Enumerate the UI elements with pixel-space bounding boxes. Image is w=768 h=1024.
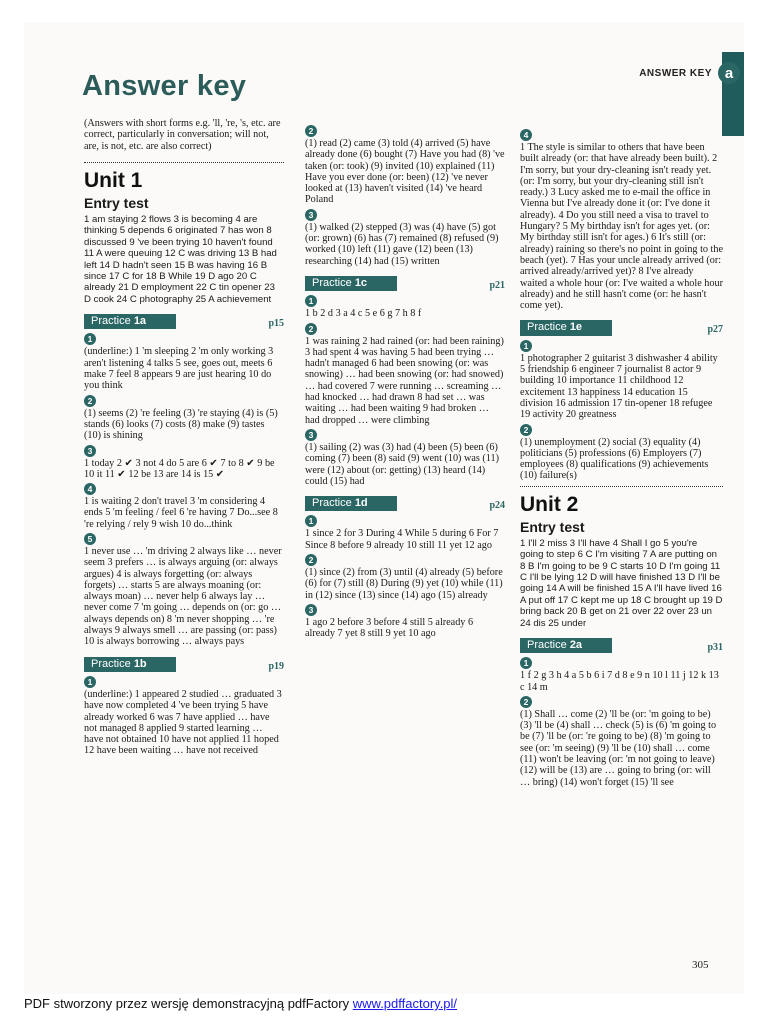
exercise-number: 1: [305, 515, 317, 527]
exercise-number: 2: [520, 424, 532, 436]
practice-1d-page-ref: p24: [489, 500, 505, 512]
practice-1e-page-ref: p27: [707, 324, 723, 336]
column-3: [520, 126, 723, 788]
exercise-answers: 1 b 2 d 3 a 4 c 5 e 6 g 7 h 8 f: [305, 308, 422, 320]
exercise-answers: 1 The style is similar to others that have been built already (or: that have already been built). 2 I'm sorry, but your dry-cleaning isn't ready yet. (or: I'm sorry, but your dry-cleaning still isn't ready.) 3 Lucy asked me to e-mail the office in Vienna but I've already done it (or: I've done it already). 4 Do you still need a visa to travel to Hungary? 5 My birthday isn't for ages yet. (or: My birthday still isn't for ages.) 6 It's still (or: already) raining so there's no point in going to the beach (yet). 7 Has your uncle already arrived (or: arrived already/arrived yet)? 8 I've already waited a whole hour (or: I've waited a whole hour already) and he still hasn't come (or: he hasn't come yet).: [520, 142, 723, 312]
unit-2-entry-test-title: Entry test: [520, 518, 585, 535]
dotted-divider: [84, 162, 284, 163]
exercise-number: 2: [84, 395, 96, 407]
exercise-answers: 1 photographer 2 guitarist 3 dishwasher 4 ability 5 friendship 6 engineer 7 journalist 8 actor 9 building 10 importance 11 childhood 12 excitement 13 happiness 14 education 15 division 16 admission 17 tin-opener 18 refugee 19 activity 20 greatness: [520, 352, 718, 421]
practice-1d-label: Practice 1d: [305, 496, 397, 511]
practice-1b-header: [84, 657, 284, 672]
practice-1a-page-ref: p15: [268, 318, 284, 330]
page-title: Answer key: [82, 70, 247, 102]
practice-1b-page-ref: p19: [268, 660, 284, 672]
exercise-answers: 1 f 2 g 3 h 4 a 5 b 6 i 7 d 8 e 9 n 10 l 11 j 12 k 13 c 14 m: [520, 670, 719, 693]
running-head: [639, 62, 740, 84]
exercise-number: 3: [305, 604, 317, 616]
exercise-number: 4: [84, 483, 96, 495]
exercise-number: 2: [305, 323, 317, 335]
exercise-answers: 1 is waiting 2 don't travel 3 'm considering 4 ends 5 'm feeling / feel 6 're having 7 Do...see 8 're relying / rely 9 wish 10 do...think: [84, 496, 278, 530]
practice-2a-label: Practice 2a: [520, 638, 612, 653]
practice-1c-label: Practice 1c: [305, 276, 397, 291]
pdf-watermark-footer: [24, 996, 457, 1011]
intro-note: (Answers with short forms e.g. 'll, 're, 's, etc. are correct, particularly in conversation; will not, are, is not, etc. are also correct): [84, 118, 281, 152]
exercise-answers: 1 never use … 'm driving 2 always like … never seem 3 prefers … is always arguing (or: always argues) 4 is always forgetting (or: always forgets) … starts 5 are always moaning (or: always moan) … never help 6 always lay … never come 7 'm going … depends on (or: go … always depends on) 8 'm never shopping … 're always 9 always smell … are passing (or: pass) 10 is always borrowing … always pays: [84, 546, 282, 648]
column-2: [305, 122, 505, 640]
unit-1-title: Unit 1: [84, 168, 143, 192]
practice-1c-page-ref: p21: [489, 279, 505, 291]
dotted-divider: [520, 486, 723, 487]
practice-1c-header: [305, 276, 505, 291]
practice-1d-header: [305, 496, 505, 511]
unit-1-entry-test-title: Entry test: [84, 194, 149, 211]
exercise-answers: (underline:) 1 appeared 2 studied … graduated 3 have now completed 4 've been trying 5 have already worked 6 was 7 have applied … have not managed 8 applied 9 started learning … have not obtained 10 have not applied 11 hoped 12 have been waiting … have not received: [84, 688, 282, 757]
running-head-text: ANSWER KEY: [639, 67, 712, 79]
exercise-answers: (1) sailing (2) was (3) had (4) been (5) been (6) coming (7) been (8) said (9) went (10) was (11) were (12) about (or: getting) (13) heard (14) could (15) had: [305, 441, 499, 487]
exercise-answers: 1 was raining 2 had rained (or: had been raining) 3 had spent 4 was having 5 had been trying … hadn't managed 6 had been snowing (or: was snowing) … had been snowing (or: had snowed) … had covered 7 were running … screaming … had knocked … had drawn 8 had set … was waiting … had been waiting 9 had broken … had dropped … were climbing: [305, 335, 504, 426]
practice-1b-label: Practice 1b: [84, 657, 176, 672]
practice-1e-header: [520, 320, 723, 335]
footer-text: PDF stworzony przez wersję demonstracyjną pdfFactory: [24, 996, 350, 1011]
exercise-number: 2: [305, 554, 317, 566]
exercise-answers: (1) walked (2) stepped (3) was (4) have (5) got (or: grown) (6) has (7) remained (8) refused (9) worked (10) left (11) gave (12) been (13) researching (14) had (15) written: [305, 221, 499, 267]
unit-2-title: Unit 2: [520, 492, 579, 516]
section-letter-badge: a: [718, 62, 740, 84]
exercise-number: 3: [305, 429, 317, 441]
exercise-answers: 1 since 2 for 3 During 4 While 5 during 6 For 7 Since 8 before 9 already 10 still 11 yet 12 ago: [305, 528, 499, 551]
practice-1a-header: [84, 314, 284, 329]
exercise-number: 1: [520, 657, 532, 669]
unit-2-entry-test-answers: 1 I'll 2 miss 3 I'll have 4 Shall I go 5 you're going to step 6 C I'm visiting 7 A are putting on 8 B I'm going to be 9 C starts 10 D I'm going 11 C I'll be lying 12 D will have finished 13 D I'll be going 14 A will be finished 15 A I'll have lived 16 A put off 17 C kept me up 18 C brought up 19 D bring back 20 B get on 21 over 22 over 23 un 24 dis 25 under: [520, 537, 723, 629]
exercise-answers: (1) since (2) from (3) until (4) already (5) before (6) for (7) still (8) During (9) yet (10) while (11) in (12) since (13) since (14) ago (15) already: [305, 567, 503, 601]
exercise-answers: (1) unemployment (2) social (3) equality (4) politicians (5) professions (6) Employers (7) employees (8) qualifications (9) achievements (10) failure(s): [520, 436, 709, 482]
exercise-number: 1: [520, 340, 532, 352]
exercise-number: 2: [520, 696, 532, 708]
column-1: [84, 118, 284, 757]
exercise-answers: 1 ago 2 before 3 before 4 still 5 already 6 already 7 yet 8 still 9 yet 10 ago: [305, 616, 474, 640]
page-number: 305: [692, 959, 709, 971]
exercise-answers: (1) Shall … come (2) 'll be (or: 'm going to be) (3) 'll be (4) shall … check (5) is (6) 'm going to be (7) 'll be (or: 're going to be) (8) 'm going to see (or: 'm seeing) (9) 'll be (10) shall … come (11) won't be leaving (or: 'm not going to leave) (12) will be (13) are … going to bring (or: will … bring) (14) won't forget (15) 'll see: [520, 708, 717, 788]
exercise-answers: (1) read (2) came (3) told (4) arrived (5) have already done (6) bought (7) Have you had (8) 've taken (or: took) (9) invited (10) explained (11) Have you ever done (or: been) (12) 've never looked at (13) haven't visited (14) 've heard Poland: [305, 138, 505, 206]
exercise-answers: 1 today 2 ✔ 3 not 4 do 5 are 6 ✔ 7 to 8 ✔ 9 be 10 it 11 ✔ 12 be 13 are 14 is 15 ✔: [84, 457, 275, 480]
exercise-number: 3: [84, 445, 96, 457]
exercise-answers: (underline:) 1 'm sleeping 2 'm only working 3 aren't listening 4 talks 5 see, goes out, meets 6 make 7 feel 8 appears 9 are just hearing 10 do you think: [84, 346, 274, 392]
exercise-answers: (1) seems (2) 're feeling (3) 're staying (4) is (5) stands (6) looks (7) costs (8) make (9) tastes (10) is shining: [84, 407, 278, 442]
exercise-number: 5: [84, 533, 96, 545]
answer-key-page: [24, 22, 744, 994]
exercise-number: 1: [84, 676, 96, 688]
exercise-number: 1: [84, 333, 96, 345]
practice-2a-header: [520, 638, 723, 653]
exercise-number: 4: [520, 129, 532, 141]
practice-1e-label: Practice 1e: [520, 320, 612, 335]
pdffactory-link[interactable]: www.pdffactory.pl/: [352, 996, 458, 1011]
unit-1-entry-test-answers: 1 am staying 2 flows 3 is becoming 4 are thinking 5 depends 6 originated 7 has won 8 discussed 9 've been trying 10 haven't found 11 A were queuing 12 C was driving 13 B had left 14 D hadn't seen 15 B was having 16 B since 17 C for 18 B While 19 D ago 20 C already 21 D employment 22 C tin opener 23 D cook 24 C photography 25 A achievement: [84, 213, 277, 305]
practice-2a-page-ref: p31: [707, 641, 723, 653]
practice-1a-label: Practice 1a: [84, 314, 176, 329]
exercise-number: 3: [305, 209, 317, 221]
exercise-number: 2: [305, 125, 317, 137]
exercise-number: 1: [305, 295, 317, 307]
